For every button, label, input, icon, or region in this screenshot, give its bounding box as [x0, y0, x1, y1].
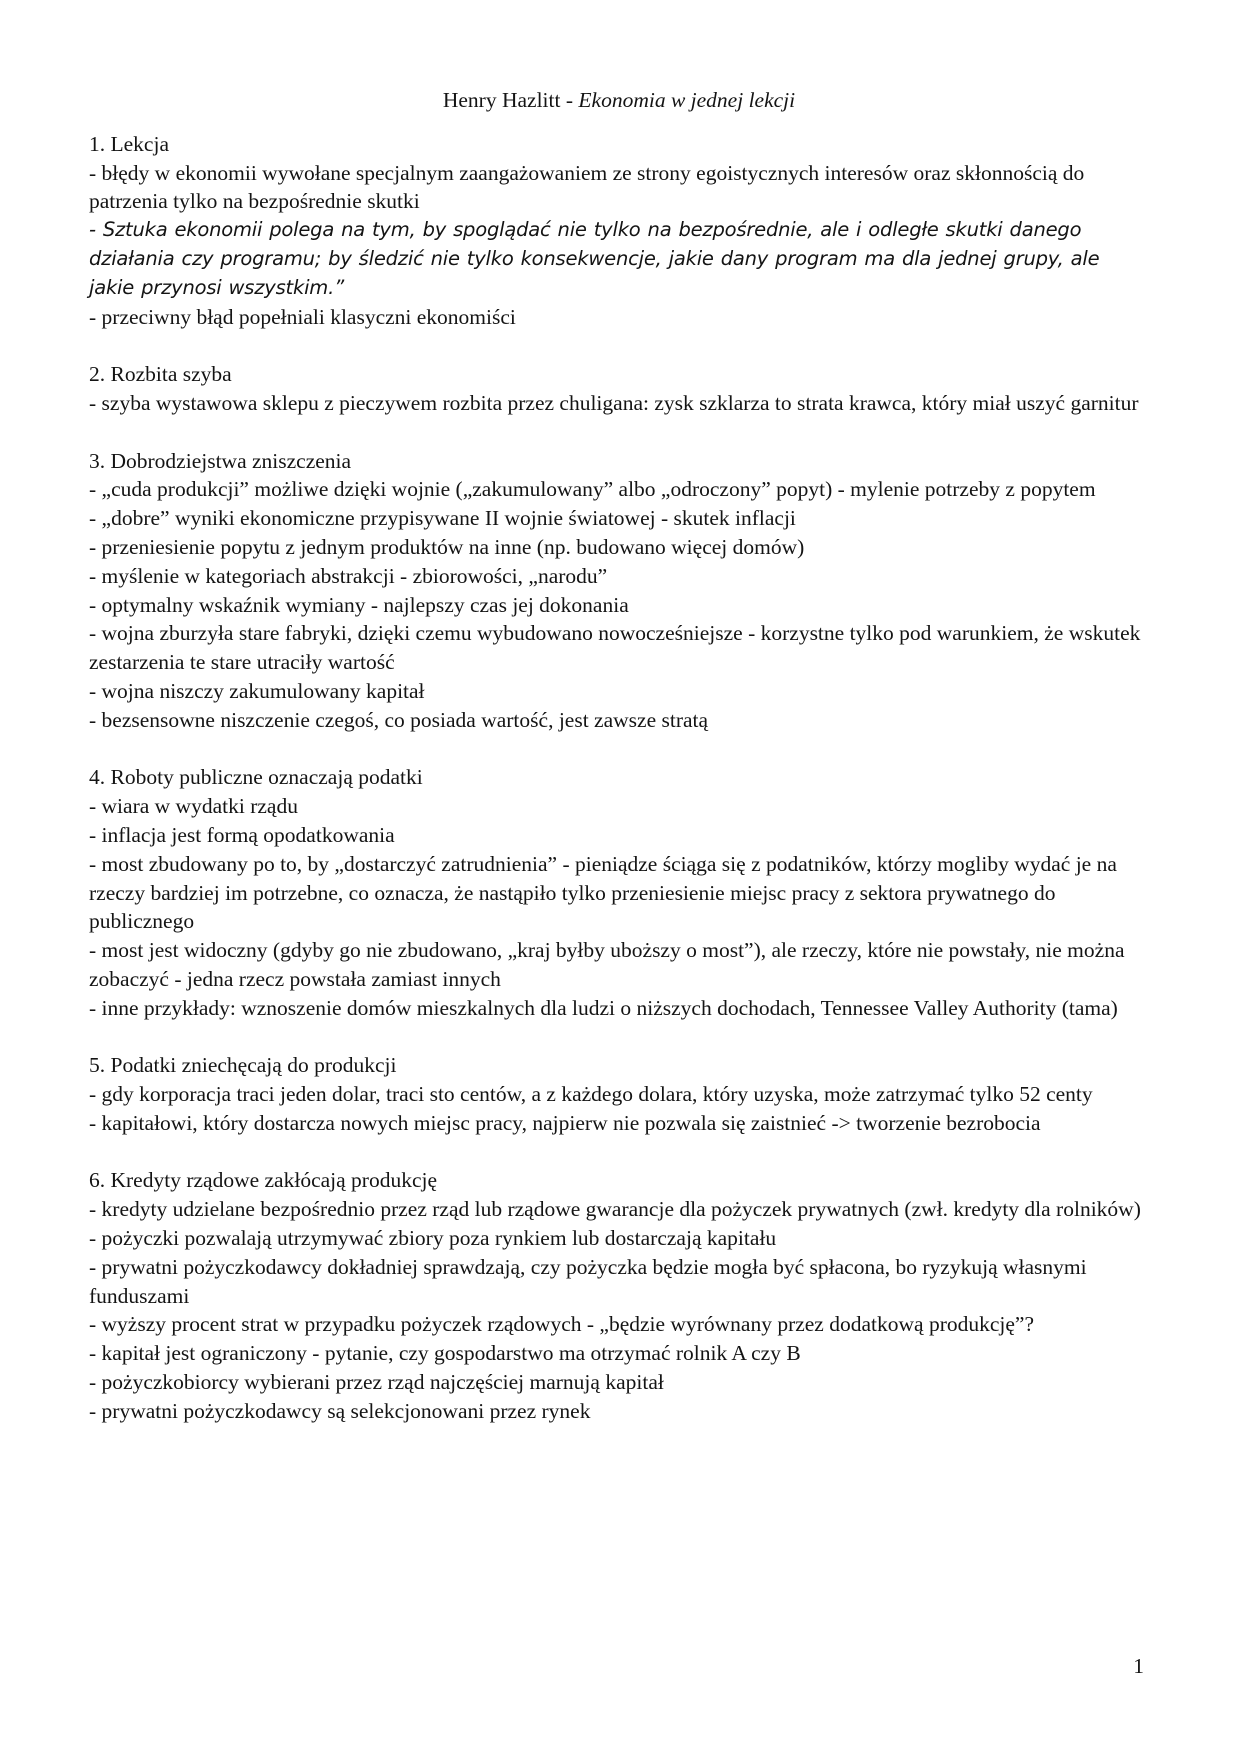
bullet-line: - most jest widoczny (gdyby go nie zbudowano, „kraj byłby uboższy o most”), ale rzeczy, które nie powstały, nie można zobaczyć - jedna rzecz powstała zamiast innych	[89, 938, 1125, 991]
bullet-line: - bezsensowne niszczenie czegoś, co posiada wartość, jest zawsze stratą	[89, 707, 709, 732]
document-page	[89, 86, 1149, 1454]
bullet-line: - prywatni pożyczkodawcy są selekcjonowani przez rynek	[89, 1398, 591, 1423]
bullet-line: - kapitał jest ograniczony - pytanie, czy gospodarstwo ma otrzymać rolnik A czy B	[89, 1341, 801, 1366]
section	[89, 763, 1149, 1022]
bullet-line: - wojna niszczy zakumulowany kapitał	[89, 678, 425, 703]
bullet-line: - gdy korporacja traci jeden dolar, traci sto centów, a z każdego dolara, który uzyska, może zatrzymać tylko 52 centy	[89, 1082, 1093, 1107]
title-book: Ekonomia w jednej lekcji	[578, 88, 796, 112]
document-title	[89, 86, 1149, 115]
bullet-line: - optymalny wskaźnik wymiany - najlepszy czas jej dokonania	[89, 592, 629, 617]
bullet-line: - szyba wystawowa sklepu z pieczywem rozbita przez chuligana: zysk szklarza to strata krawca, który miał uszyć garnitur	[89, 390, 1139, 415]
section	[89, 360, 1149, 418]
bullet-line: - kredyty udzielane bezpośrednio przez rząd lub rządowe gwarancje dla pożyczek prywatnych (zwł. kredyty dla rolników)	[89, 1197, 1141, 1222]
bullet-line: - myślenie w kategoriach abstrakcji - zbiorowości, „narodu”	[89, 563, 608, 588]
section-heading: 2. Rozbita szyba	[89, 362, 232, 387]
section-list	[89, 130, 1149, 1426]
section-heading: 1. Lekcja	[89, 131, 169, 156]
bullet-line: - „cuda produkcji” możliwe dzięki wojnie („zakumulowany” albo „odroczony” popyt) - mylenie potrzeby z popytem	[89, 477, 1096, 502]
page-number: 1	[1133, 1654, 1144, 1678]
bullet-line: - pożyczkobiorcy wybierani przez rząd najczęściej marnują kapitał	[89, 1370, 664, 1395]
bullet-line: - przeniesienie popytu z jednym produktów na inne (np. budowano więcej domów)	[89, 534, 805, 559]
bullet-line: - przeciwny błąd popełniali klasyczni ekonomiści	[89, 304, 516, 329]
bullet-line: - błędy w ekonomii wywołane specjalnym zaangażowaniem ze strony egoistycznych interesów oraz skłonnością do patrzenia tylko na bezpośrednie skutki	[89, 160, 1085, 214]
section	[89, 130, 1149, 332]
bullet-line: - inflacja jest formą opodatkowania	[89, 822, 395, 847]
bullet-line: - wiara w wydatki rządu	[89, 794, 298, 819]
title-author: Henry Hazlitt -	[442, 88, 579, 112]
bullet-line: - inne przykłady: wznoszenie domów mieszkalnych dla ludzi o niższych dochodach, Tennessee Valley Authority (tama)	[89, 995, 1118, 1020]
quote-line: - Sztuka ekonomii polega na tym, by spoglądać nie tylko na bezpośrednie, ale i odległe skutki danego działania czy programu; by śledzić nie tylko konsekwencje, jakie dany program ma dla jednej grupy, ale jakie przynosi wszystkim.”	[89, 218, 1100, 299]
section	[89, 447, 1149, 735]
bullet-line: - prywatni pożyczkodawcy dokładniej sprawdzają, czy pożyczka będzie mogła być spłacona, bo ryzykują własnymi funduszami	[89, 1254, 1087, 1308]
bullet-line: - „dobre” wyniki ekonomiczne przypisywane II wojnie światowej - skutek inflacji	[89, 506, 796, 531]
bullet-line: - wyższy procent strat w przypadku pożyczek rządowych - „będzie wyrównany przez dodatkową produkcję”?	[89, 1312, 1034, 1337]
bullet-line: - most zbudowany po to, by „dostarczyć zatrudnienia” - pieniądze ściąga się z podatników, którzy mogliby wydać je na rzeczy bardziej im potrzebne, co oznacza, że nastąpiło tylko przeniesienie miejsc pracy z sektora prywatnego do publicznego	[89, 851, 1117, 934]
bullet-line: - kapitałowi, który dostarcza nowych miejsc pracy, najpierw nie pozwala się zaistnieć -> tworzenie bezrobocia	[89, 1110, 1041, 1135]
section-heading: 6. Kredyty rządowe zakłócają produkcję	[89, 1168, 438, 1193]
section	[89, 1166, 1149, 1425]
section	[89, 1051, 1149, 1137]
section-heading: 5. Podatki zniechęcają do produkcji	[89, 1053, 397, 1078]
section-heading: 4. Roboty publiczne oznaczają podatki	[89, 765, 423, 790]
bullet-line: - pożyczki pozwalają utrzymywać zbiory poza rynkiem lub dostarczają kapitału	[89, 1226, 777, 1251]
bullet-line: - wojna zburzyła stare fabryki, dzięki czemu wybudowano nowocześniejsze - korzystne tylko pod warunkiem, że wskutek zestarzenia te stare utraciły wartość	[89, 621, 1141, 675]
section-heading: 3. Dobrodziejstwa zniszczenia	[89, 448, 352, 473]
